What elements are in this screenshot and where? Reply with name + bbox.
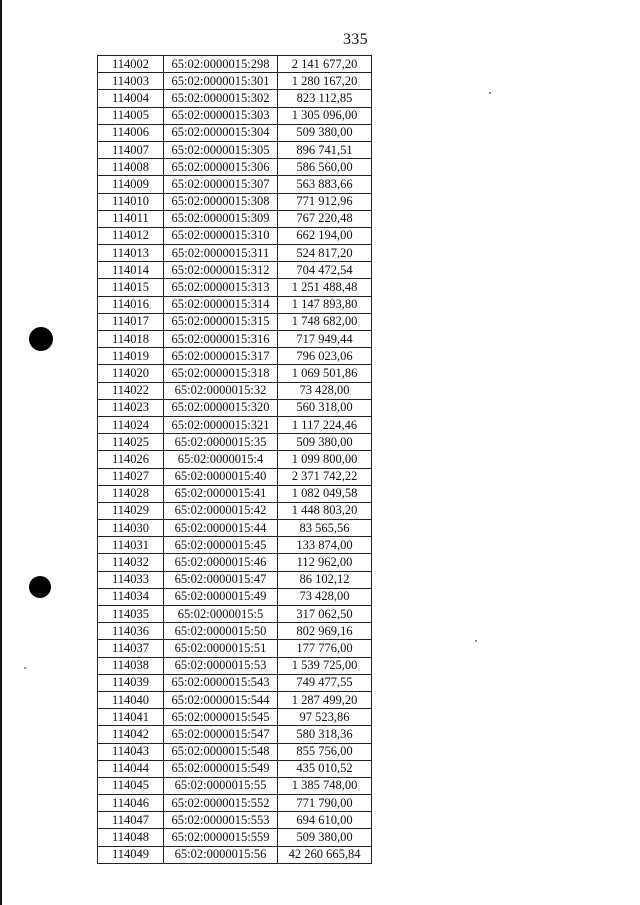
cadastral-number-cell: 65:02:0000015:32 [164,382,278,399]
scan-speck [475,640,477,642]
cadastral-value-cell: 823 112,85 [278,90,372,107]
cadastral-number-cell: 65:02:0000015:49 [164,588,278,605]
cadastral-number-cell: 65:02:0000015:298 [164,56,278,73]
row-id-cell: 114008 [98,159,164,176]
row-id-cell: 114044 [98,760,164,777]
cadastral-number-cell: 65:02:0000015:552 [164,795,278,812]
row-id-cell: 114002 [98,56,164,73]
cadastral-number-cell: 65:02:0000015:302 [164,90,278,107]
page-number: 335 [343,31,368,48]
table-row [98,227,372,244]
table-row [98,365,372,382]
table-row [98,640,372,657]
cadastral-value-cell: 802 969,16 [278,623,372,640]
table-row [98,829,372,846]
row-id-cell: 114006 [98,124,164,141]
table-row [98,588,372,605]
row-id-cell: 114040 [98,691,164,708]
punch-hole-upper [29,327,53,351]
cadastral-number-cell: 65:02:0000015:311 [164,245,278,262]
cadastral-value-cell: 317 062,50 [278,606,372,623]
cadastral-number-cell: 65:02:0000015:56 [164,846,278,863]
cadastral-number-cell: 65:02:0000015:320 [164,399,278,416]
table-row [98,468,372,485]
cadastral-value-cell: 509 380,00 [278,829,372,846]
table-row [98,210,372,227]
cadastral-number-cell: 65:02:0000015:44 [164,520,278,537]
row-id-cell: 114010 [98,193,164,210]
cadastral-value-cell: 1 280 167,20 [278,73,372,90]
cadastral-value-cell: 177 776,00 [278,640,372,657]
cadastral-number-cell: 65:02:0000015:313 [164,279,278,296]
cadastral-number-cell: 65:02:0000015:545 [164,709,278,726]
cadastral-number-cell: 65:02:0000015:543 [164,674,278,691]
cadastral-number-cell: 65:02:0000015:316 [164,331,278,348]
row-id-cell: 114030 [98,520,164,537]
cadastral-value-cell: 717 949,44 [278,331,372,348]
row-id-cell: 114007 [98,141,164,158]
cadastral-number-cell: 65:02:0000015:549 [164,760,278,777]
cadastral-value-cell: 435 010,52 [278,760,372,777]
row-id-cell: 114037 [98,640,164,657]
row-id-cell: 114042 [98,726,164,743]
cadastral-number-cell: 65:02:0000015:35 [164,434,278,451]
cadastral-number-cell: 65:02:0000015:310 [164,227,278,244]
cadastral-number-cell: 65:02:0000015:304 [164,124,278,141]
row-id-cell: 114034 [98,588,164,605]
table-row [98,743,372,760]
cadastral-value-cell: 1 099 800,00 [278,451,372,468]
row-id-cell: 114025 [98,434,164,451]
cadastral-number-cell: 65:02:0000015:321 [164,416,278,433]
cadastral-number-cell: 65:02:0000015:47 [164,571,278,588]
table-row [98,795,372,812]
table-row [98,73,372,90]
table-row [98,657,372,674]
cadastral-number-cell: 65:02:0000015:4 [164,451,278,468]
cadastral-number-cell: 65:02:0000015:305 [164,141,278,158]
table-row [98,434,372,451]
table-row [98,554,372,571]
table-row [98,159,372,176]
row-id-cell: 114024 [98,416,164,433]
row-id-cell: 114039 [98,674,164,691]
table-row [98,107,372,124]
cadastral-number-cell: 65:02:0000015:307 [164,176,278,193]
cadastral-number-cell: 65:02:0000015:312 [164,262,278,279]
cadastral-value-cell: 509 380,00 [278,124,372,141]
row-id-cell: 114019 [98,348,164,365]
row-id-cell: 114026 [98,451,164,468]
table-row [98,760,372,777]
table-row [98,348,372,365]
table-row [98,90,372,107]
row-id-cell: 114045 [98,777,164,794]
row-id-cell: 114043 [98,743,164,760]
row-id-cell: 114035 [98,606,164,623]
cadastral-number-cell: 65:02:0000015:318 [164,365,278,382]
cadastral-value-cell: 2 141 677,20 [278,56,372,73]
row-id-cell: 114014 [98,262,164,279]
row-id-cell: 114033 [98,571,164,588]
cadastral-number-cell: 65:02:0000015:317 [164,348,278,365]
scan-speck [24,667,26,669]
punch-hole-lower [29,576,51,598]
table-row [98,176,372,193]
cadastral-value-cell: 1 147 893,80 [278,296,372,313]
cadastral-value-cell: 1 748 682,00 [278,313,372,330]
row-id-cell: 114048 [98,829,164,846]
row-id-cell: 114032 [98,554,164,571]
table-row [98,382,372,399]
cadastral-value-cell: 2 371 742,22 [278,468,372,485]
cadastral-value-cell: 42 260 665,84 [278,846,372,863]
row-id-cell: 114038 [98,657,164,674]
table-row [98,726,372,743]
cadastral-number-cell: 65:02:0000015:55 [164,777,278,794]
table-row [98,141,372,158]
cadastral-number-cell: 65:02:0000015:46 [164,554,278,571]
row-id-cell: 114015 [98,279,164,296]
cadastral-number-cell: 65:02:0000015:547 [164,726,278,743]
table-row [98,313,372,330]
cadastral-value-cell: 1 251 488,48 [278,279,372,296]
cadastral-number-cell: 65:02:0000015:559 [164,829,278,846]
cadastral-value-cell: 1 305 096,00 [278,107,372,124]
cadastral-number-cell: 65:02:0000015:5 [164,606,278,623]
table-row [98,399,372,416]
cadastral-value-cell: 771 790,00 [278,795,372,812]
row-id-cell: 114022 [98,382,164,399]
row-id-cell: 114047 [98,812,164,829]
row-id-cell: 114013 [98,245,164,262]
table-row [98,537,372,554]
cadastral-value-cell: 560 318,00 [278,399,372,416]
scan-speck [489,92,491,94]
cadastral-value-cell: 73 428,00 [278,588,372,605]
cadastral-value-cell: 1 385 748,00 [278,777,372,794]
cadastral-number-cell: 65:02:0000015:306 [164,159,278,176]
table-row [98,56,372,73]
cadastral-value-cell: 73 428,00 [278,382,372,399]
cadastral-value-cell: 749 477,55 [278,674,372,691]
table-row [98,485,372,502]
cadastral-number-cell: 65:02:0000015:309 [164,210,278,227]
cadastral-number-cell: 65:02:0000015:303 [164,107,278,124]
cadastral-value-cell: 1 082 049,58 [278,485,372,502]
table-row [98,416,372,433]
cadastral-number-cell: 65:02:0000015:553 [164,812,278,829]
table-row [98,451,372,468]
table-row [98,691,372,708]
cadastral-value-cell: 1 069 501,86 [278,365,372,382]
cadastral-value-cell: 97 523,86 [278,709,372,726]
row-id-cell: 114029 [98,502,164,519]
cadastral-number-cell: 65:02:0000015:53 [164,657,278,674]
cadastral-value-cell: 586 560,00 [278,159,372,176]
row-id-cell: 114031 [98,537,164,554]
cadastral-number-cell: 65:02:0000015:41 [164,485,278,502]
table-row [98,245,372,262]
table-row [98,812,372,829]
row-id-cell: 114028 [98,485,164,502]
cadastral-value-cell: 524 817,20 [278,245,372,262]
table-row [98,520,372,537]
table-row [98,674,372,691]
table-row [98,777,372,794]
cadastral-value-cell: 896 741,51 [278,141,372,158]
cadastral-value-cell: 771 912,96 [278,193,372,210]
table-row [98,709,372,726]
table-row [98,846,372,863]
cadastral-value-cell: 796 023,06 [278,348,372,365]
table-row [98,296,372,313]
cadastral-value-cell: 1 539 725,00 [278,657,372,674]
cadastral-value-cell: 509 380,00 [278,434,372,451]
cadastral-value-cell: 83 565,56 [278,520,372,537]
table-row [98,606,372,623]
row-id-cell: 114009 [98,176,164,193]
row-id-cell: 114049 [98,846,164,863]
cadastral-value-cell: 694 610,00 [278,812,372,829]
cadastral-number-cell: 65:02:0000015:40 [164,468,278,485]
table-row [98,331,372,348]
cadastral-number-cell: 65:02:0000015:308 [164,193,278,210]
cadastral-value-table [97,55,372,864]
binding-edge [0,0,2,905]
row-id-cell: 114027 [98,468,164,485]
table-row [98,279,372,296]
cadastral-number-cell: 65:02:0000015:544 [164,691,278,708]
row-id-cell: 114011 [98,210,164,227]
row-id-cell: 114004 [98,90,164,107]
cadastral-value-cell: 112 962,00 [278,554,372,571]
table-row [98,193,372,210]
row-id-cell: 114041 [98,709,164,726]
cadastral-value-cell: 662 194,00 [278,227,372,244]
table-row [98,571,372,588]
table-row [98,262,372,279]
table-row [98,502,372,519]
table-row [98,124,372,141]
cadastral-number-cell: 65:02:0000015:45 [164,537,278,554]
cadastral-value-cell: 855 756,00 [278,743,372,760]
row-id-cell: 114020 [98,365,164,382]
row-id-cell: 114012 [98,227,164,244]
row-id-cell: 114018 [98,331,164,348]
cadastral-value-cell: 133 874,00 [278,537,372,554]
row-id-cell: 114003 [98,73,164,90]
row-id-cell: 114036 [98,623,164,640]
table-row [98,623,372,640]
cadastral-value-cell: 580 318,36 [278,726,372,743]
cadastral-number-cell: 65:02:0000015:548 [164,743,278,760]
cadastral-number-cell: 65:02:0000015:314 [164,296,278,313]
cadastral-number-cell: 65:02:0000015:51 [164,640,278,657]
cadastral-value-cell: 1 287 499,20 [278,691,372,708]
row-id-cell: 114023 [98,399,164,416]
cadastral-number-cell: 65:02:0000015:315 [164,313,278,330]
cadastral-value-cell: 767 220,48 [278,210,372,227]
row-id-cell: 114005 [98,107,164,124]
cadastral-number-cell: 65:02:0000015:50 [164,623,278,640]
cadastral-value-cell: 563 883,66 [278,176,372,193]
cadastral-value-cell: 1 117 224,46 [278,416,372,433]
cadastral-value-cell: 86 102,12 [278,571,372,588]
cadastral-number-cell: 65:02:0000015:42 [164,502,278,519]
row-id-cell: 114016 [98,296,164,313]
cadastral-value-cell: 704 472,54 [278,262,372,279]
table-body [98,56,372,864]
cadastral-number-cell: 65:02:0000015:301 [164,73,278,90]
row-id-cell: 114017 [98,313,164,330]
cadastral-value-cell: 1 448 803,20 [278,502,372,519]
row-id-cell: 114046 [98,795,164,812]
